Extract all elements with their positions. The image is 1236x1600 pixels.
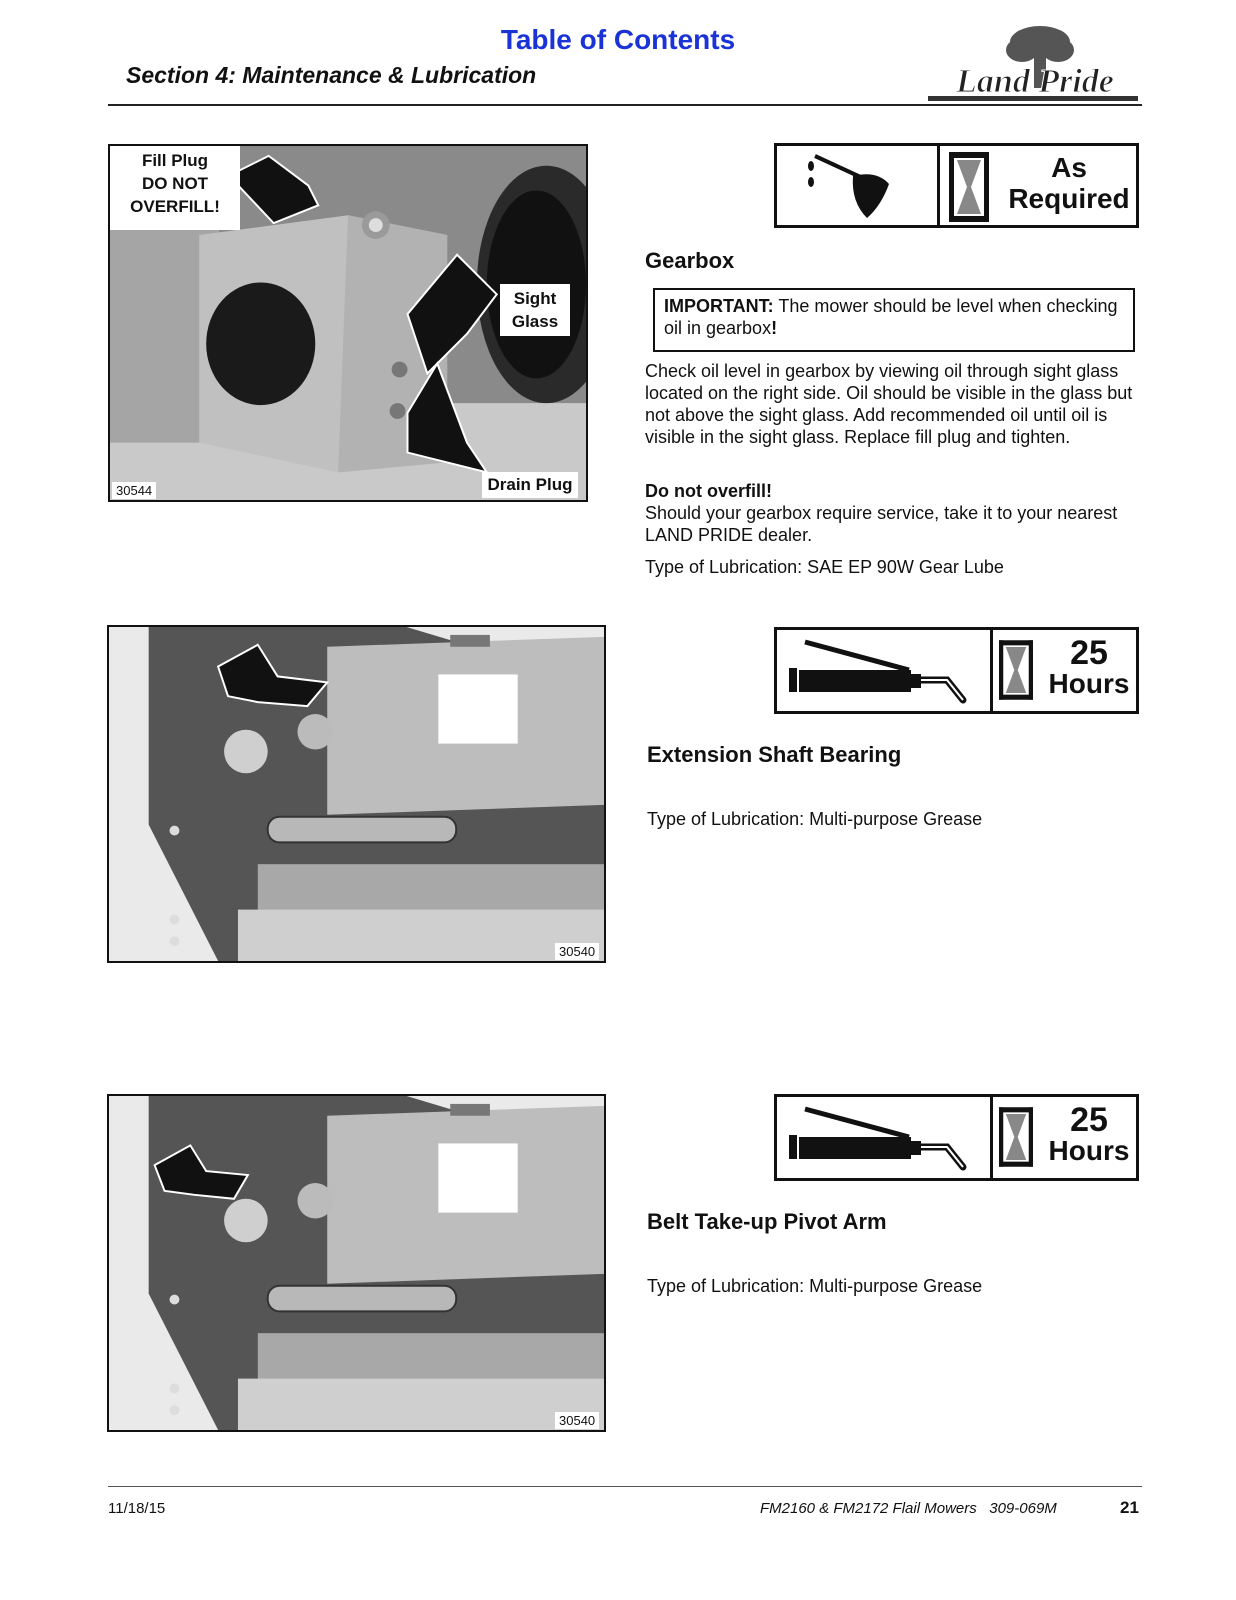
photo-number: 30540 [555, 943, 599, 960]
footer-rule [108, 1486, 1142, 1487]
gearbox-photo [108, 144, 588, 502]
callout-fill-line1: Fill Plug [141, 151, 209, 170]
callout-drain-plug: Drain Plug [482, 472, 578, 498]
interval-line2: Required [1008, 183, 1130, 214]
interval-unit: Hours [1048, 668, 1130, 699]
belt-heading: Belt Take-up Pivot Arm [647, 1209, 887, 1234]
interval-unit: Hours [1048, 1135, 1130, 1166]
callout-sight-line1: Sight [513, 289, 557, 308]
important-text: The mower should be level when checking oil in gearbox [664, 296, 1118, 338]
hourglass-icon [999, 637, 1033, 703]
land-pride-logo [928, 22, 1142, 106]
footer-date: 11/18/15 [108, 1500, 166, 1517]
photo-number: 30540 [555, 1412, 599, 1429]
interval-value: 25 [1070, 634, 1108, 672]
section-title: Section 4: Maintenance & Lubrication [126, 62, 537, 88]
gearbox-heading: Gearbox [645, 248, 735, 273]
important-end: ! [771, 318, 778, 338]
extension-interval-box [774, 627, 1139, 714]
header-rule [108, 104, 1142, 106]
logo-text: Land Pride [956, 63, 1114, 100]
belt-lube: Type of Lubrication: Multi-purpose Grease [647, 1276, 983, 1296]
gearbox-interval-box [774, 143, 1139, 228]
page-number: 21 [1120, 1498, 1139, 1517]
interval-label [1039, 636, 1139, 698]
extension-heading: Extension Shaft Bearing [647, 742, 902, 767]
callout-fill-line2: DO NOT [141, 174, 209, 193]
interval-line1: As [1051, 152, 1087, 183]
hourglass-icon [999, 1104, 1033, 1170]
photo-number: 30544 [112, 482, 156, 499]
important-label: IMPORTANT: [664, 296, 774, 316]
extension-photo [107, 625, 606, 963]
footer-doc-number: FM2160 & FM2172 Flail Mowers 309-069M [760, 1500, 1057, 1517]
interval-value: 25 [1070, 1101, 1108, 1139]
callout-sight-glass [500, 284, 570, 336]
grease-gun-icon [777, 1097, 990, 1177]
warning-text: Should your gearbox require service, take it to your nearest LAND PRIDE dealer. [645, 503, 1118, 545]
gearbox-body: Check oil level in gearbox by viewing oil through sight glass located on the right side. Oil should be visible in the glass but not above the sight glass. Add recommended oil until oil is visible in the sight glass. Replace fill plug and tighten. [645, 361, 1133, 447]
belt-photo [107, 1094, 606, 1432]
warning-bold: Do not overfill! [645, 481, 772, 501]
gearbox-lube: Type of Lubrication: SAE EP 90W Gear Lube [645, 557, 1004, 577]
hourglass-icon [949, 152, 989, 222]
interval-label [1039, 1103, 1139, 1165]
callout-fill-plug [110, 146, 240, 230]
important-note [653, 288, 1135, 352]
callout-fill-line3: OVERFILL! [130, 197, 220, 216]
callout-sight-line2: Glass [511, 312, 559, 331]
gearbox-warning [645, 480, 1141, 546]
extension-lube: Type of Lubrication: Multi-purpose Grease [647, 809, 983, 829]
belt-interval-box [774, 1094, 1139, 1181]
interval-label [999, 154, 1139, 213]
oil-can-icon [777, 146, 937, 226]
toc-link[interactable]: Table of Contents [500, 24, 736, 55]
grease-gun-icon [777, 630, 990, 710]
